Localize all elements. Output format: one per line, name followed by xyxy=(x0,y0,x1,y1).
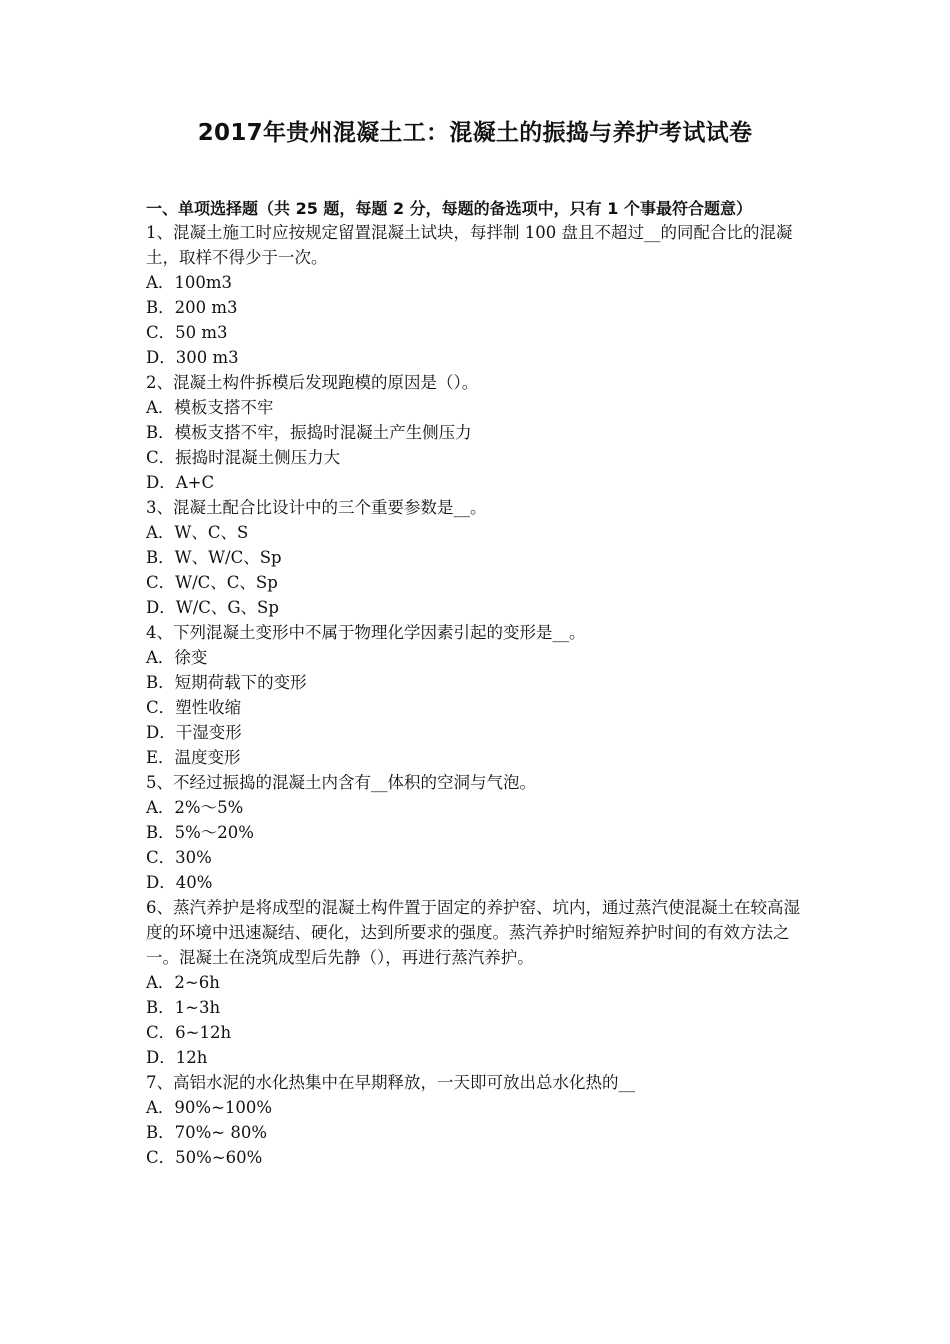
option-c: C．6~12h xyxy=(146,1023,232,1042)
option-a: A．2%～5% xyxy=(146,798,244,817)
question-text: 7、高铝水泥的水化热集中在早期释放，一天即可放出总水化热的__ xyxy=(146,1073,635,1092)
question-3 xyxy=(146,495,808,620)
option-a: A．90%~100% xyxy=(146,1098,273,1117)
option-a: A．2~6h xyxy=(146,973,220,992)
option-d: D．A+C xyxy=(146,473,215,492)
option-b: B．5%～20% xyxy=(146,823,254,842)
question-6 xyxy=(146,895,808,1070)
option-c: C．振捣时混凝土侧压力大 xyxy=(146,448,341,467)
option-b: B．模板支搭不牢，振捣时混凝土产生侧压力 xyxy=(146,423,472,442)
section-heading: 一、单项选择题（共 25 题，每题 2 分，每题的备选项中，只有 1 个事最符合题意） xyxy=(146,199,752,218)
question-text: 6、蒸汽养护是将成型的混凝土构件置于固定的养护窑、坑内，通过蒸汽使混凝土在较高湿度的环境中迅速凝结、硬化，达到所要求的强度。蒸汽养护时缩短养护时间的有效方法之一。混凝土在浇筑成型后先静（），再进行蒸汽养护。 xyxy=(146,898,800,967)
option-d: D．300 m3 xyxy=(146,348,239,367)
option-a: A．W、C、S xyxy=(146,523,249,542)
question-text: 2、混凝土构件拆模后发现跑模的原因是（）。 xyxy=(146,373,479,392)
question-text: 5、不经过振捣的混凝土内含有__体积的空洞与气泡。 xyxy=(146,773,536,792)
option-a: A．100m3 xyxy=(146,273,233,292)
question-5 xyxy=(146,770,808,895)
option-c: C．30% xyxy=(146,848,212,867)
option-d: D．干湿变形 xyxy=(146,723,242,742)
question-text: 4、下列混凝土变形中不属于物理化学因素引起的变形是__。 xyxy=(146,623,586,642)
option-b: B．1~3h xyxy=(146,998,221,1017)
question-text: 1、混凝土施工时应按规定留置混凝土试块，每拌制 100 盘且不超过__的同配合比的混凝土，取样不得少于一次。 xyxy=(146,223,793,267)
option-a: A．徐变 xyxy=(146,648,208,667)
question-7 xyxy=(146,1070,808,1170)
question-text: 3、混凝土配合比设计中的三个重要参数是__。 xyxy=(146,498,487,517)
option-b: B．短期荷载下的变形 xyxy=(146,673,307,692)
option-b: B．70%~ 80% xyxy=(146,1123,268,1142)
option-c: C．W/C、C、Sp xyxy=(146,573,278,592)
option-d: D．W/C、G、Sp xyxy=(146,598,279,617)
option-d: D．40% xyxy=(146,873,213,892)
option-b: B．200 m3 xyxy=(146,298,238,317)
question-2 xyxy=(146,370,808,495)
option-e: E．温度变形 xyxy=(146,748,241,767)
option-d: D．12h xyxy=(146,1048,208,1067)
document-title: 2017年贵州混凝土工：混凝土的振捣与养护考试试卷 xyxy=(197,120,753,146)
question-1 xyxy=(146,220,808,370)
option-a: A．模板支搭不牢 xyxy=(146,398,274,417)
question-4 xyxy=(146,620,808,770)
option-c: C．塑性收缩 xyxy=(146,698,242,717)
option-b: B．W、W/C、Sp xyxy=(146,548,282,567)
exam-content xyxy=(146,197,808,1170)
option-c: C．50%~60% xyxy=(146,1148,263,1167)
option-c: C．50 m3 xyxy=(146,323,228,342)
